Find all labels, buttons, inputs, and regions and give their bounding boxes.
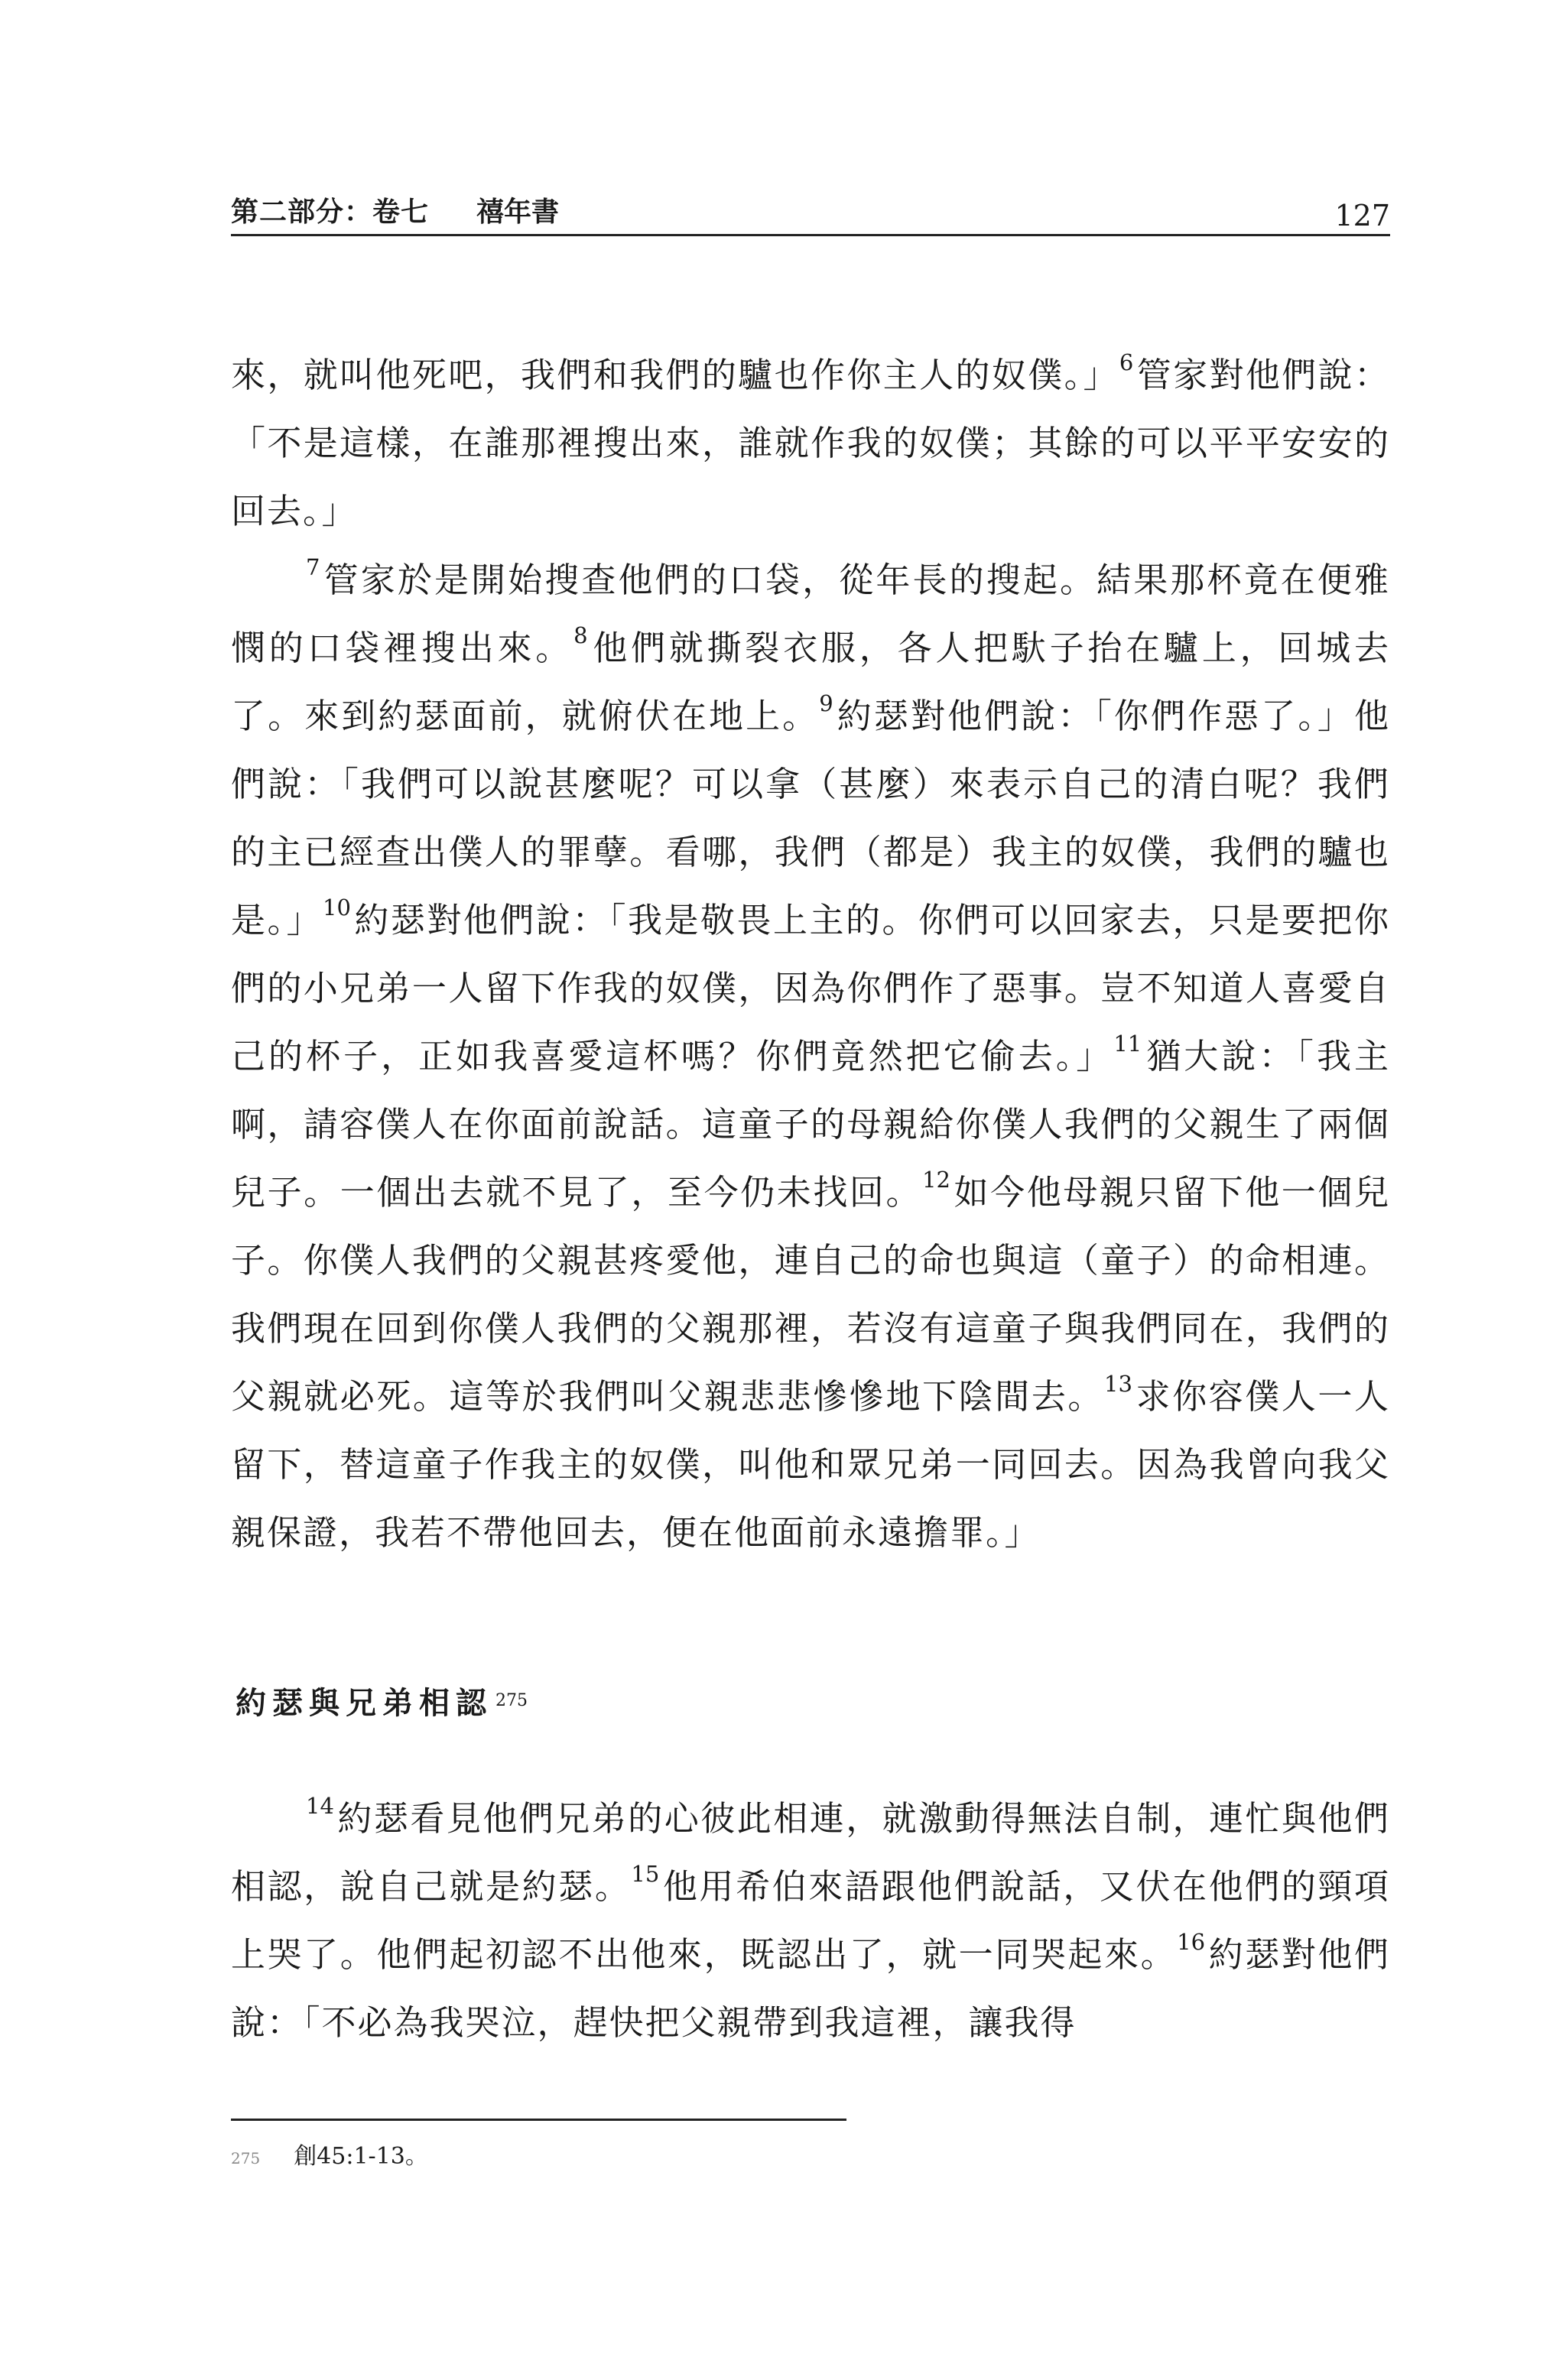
- text-run: 管家對他們說：「不是這樣，在誰那裡搜出來，誰就作我的奴僕；其餘的可以平平安安的回去。」: [231, 355, 1390, 531]
- running-header: [231, 191, 1390, 236]
- text-run: 約瑟看見他們兄弟的心彼此相連，就激動得無法自制，連忙與他們相認，說自己就是約瑟。: [231, 1798, 1390, 1907]
- text-run: 約瑟對他們說：「我是敬畏上主的。你們可以回家去，只是要把你們的小兄弟一人留下作我的奴僕，因為你們作了惡事。豈不知道人喜愛自己的杯子，正如我喜愛這杯嗎？你們竟然把它偷去。」: [231, 900, 1390, 1076]
- text-run: 如今他母親只留下他一個兒子。你僕人我們的父親甚疼愛他，連自己的命也與這（童子）的命相連。我們現在回到你僕人我們的父親那裡，若沒有這童子與我們同在，我們的父親就必死。這等於我們叫父親悲悲慘慘地下陰間去。: [231, 1172, 1390, 1417]
- text-run: 他們就撕裂衣服，各人把馱子抬在驢上，回城去了。來到約瑟面前，就俯伏在地上。: [231, 628, 1390, 736]
- footnote-text: 創45:1-13。: [294, 2143, 428, 2170]
- verse-number: 6: [1119, 349, 1134, 375]
- text-run: 管家於是開始搜查他們的口袋，從年長的搜起。結果那杯竟在便雅憫的口袋裡搜出來。: [231, 560, 1390, 668]
- page-number: 127: [1334, 199, 1390, 232]
- text-run: 來，就叫他死吧，我們和我們的驢也作你主人的奴僕。」: [231, 355, 1119, 395]
- verse-number: 13: [1104, 1371, 1132, 1397]
- footnote-number: 275: [231, 2149, 261, 2167]
- text-run: 求你容僕人一人留下，替這童子作我主的奴僕，叫他和眾兄弟一同回去。因為我曾向我父親保證，我若不帶他回去，便在他面前永遠擔罪。」: [231, 1376, 1390, 1553]
- verse-number: 7: [306, 554, 320, 580]
- text-run: 他用希伯來語跟他們說話，又伏在他們的頸項上哭了。他們起初認不出他來，既認出了，就一同哭起來。: [231, 1866, 1390, 1975]
- footnote: [231, 2137, 428, 2171]
- section-title-text: 約瑟與兄弟相認: [236, 1686, 492, 1721]
- header-part: 第二部分：卷七: [231, 196, 430, 228]
- header-book-title: 禧年書: [476, 196, 560, 228]
- verse-number: 9: [819, 690, 833, 716]
- footnote-divider: [231, 2119, 846, 2121]
- verse-number: 12: [922, 1167, 950, 1193]
- verse-number: 8: [573, 622, 588, 648]
- verse-number: 15: [631, 1861, 660, 1887]
- text-run: 約瑟對他們說：「你們作惡了。」他們說：「我們可以說甚麼呢？可以拿（甚麼）來表示自己的清白呢？我們的主已經查出僕人的罪孽。看哪，我們（都是）我主的奴僕，我們的驢也是。」: [231, 696, 1390, 940]
- text-run: 約瑟對他們說：「不必為我哭泣，趕快把父親帶到我這裡，讓我得: [231, 1934, 1390, 2043]
- verse-number: 16: [1177, 1929, 1206, 1955]
- paragraph-reunion: [231, 1784, 1390, 2057]
- paragraph-continuation: [231, 341, 1390, 545]
- verse-number: 11: [1113, 1031, 1142, 1057]
- paragraph-search: [231, 546, 1390, 1567]
- text-run: 猶大說：「我主啊，請容僕人在你面前說話。這童子的母親給你僕人我們的父親生了兩個兒子。一個出去就不見了，至今仍未找回。: [231, 1036, 1390, 1213]
- section-heading: [236, 1679, 528, 1722]
- footnote-reference: 275: [495, 1691, 528, 1710]
- verse-number: 14: [306, 1793, 334, 1819]
- verse-number: 10: [323, 895, 351, 921]
